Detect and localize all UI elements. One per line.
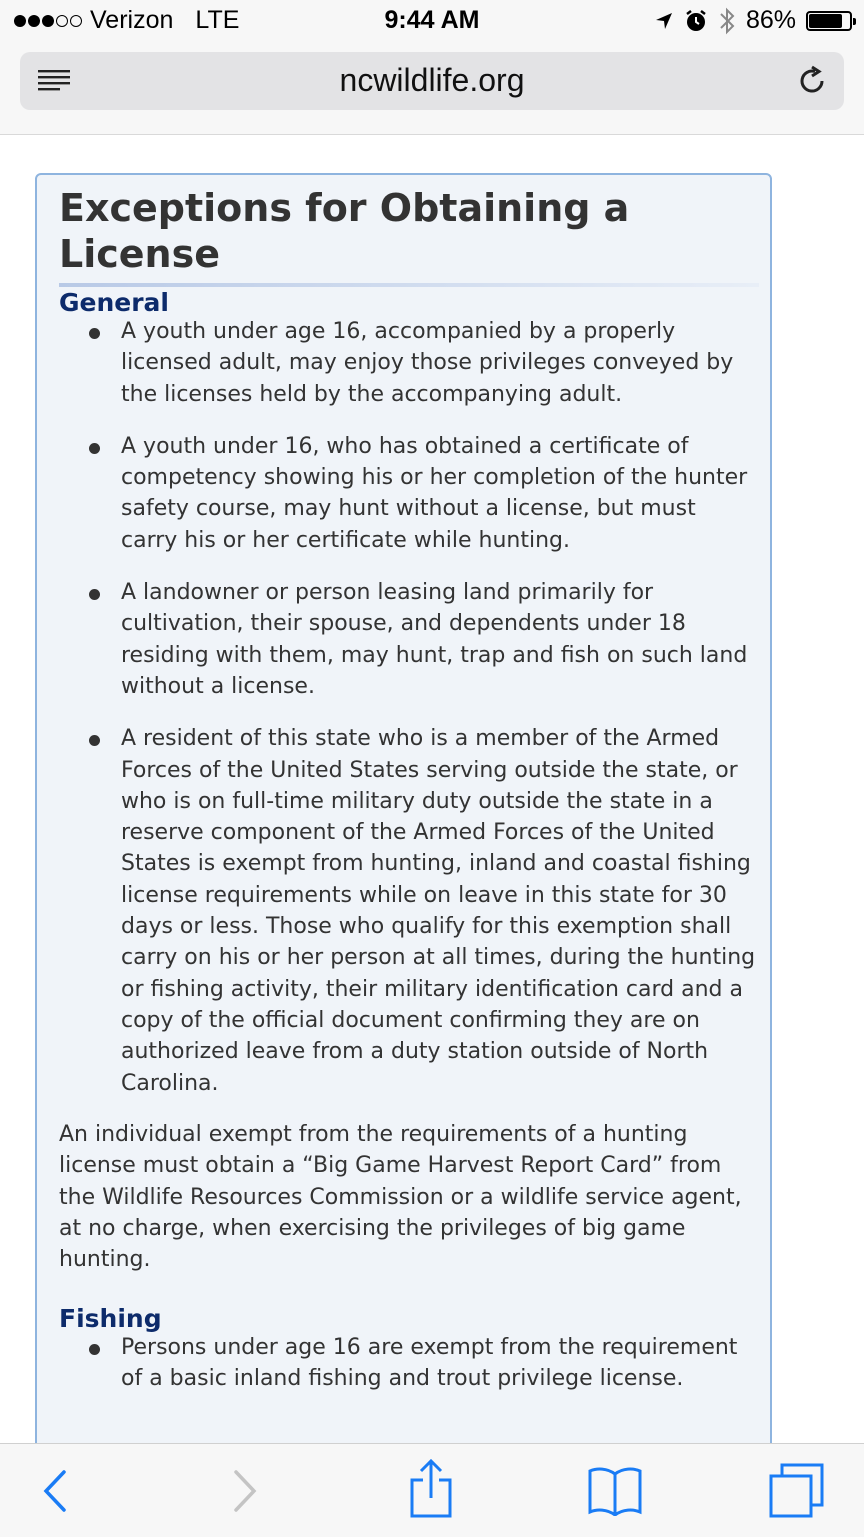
alarm-clock-icon: [684, 9, 708, 33]
list-item-text: Persons under age 16 are exempt from the requirement of a basic inland fishing and trout privilege license.: [121, 1335, 738, 1392]
bullet-icon: [89, 443, 100, 454]
bluetooth-icon: [718, 7, 736, 35]
reload-icon[interactable]: [796, 64, 830, 98]
browser-address-area: [0, 44, 864, 135]
list-item: [37, 723, 757, 1099]
address-bar[interactable]: [20, 52, 844, 110]
list-item-text: A youth under 16, who has obtained a certificate of competency showing his or her completion of the hunter safety course, may hunt without a license, but must carry his or her certificate while hunting.: [121, 433, 748, 553]
status-bar: [0, 0, 864, 44]
battery-fill: [809, 14, 842, 28]
status-time: 9:44 AM: [384, 6, 480, 34]
list-item-text: A landowner or person leasing land primarily for cultivation, their spouse, and dependents under 18 residing with them, may hunt, trap and fish on such land without a license.: [121, 580, 748, 699]
list-item: [37, 431, 757, 556]
status-right: [654, 6, 852, 35]
network-type: LTE: [195, 6, 240, 34]
section-heading-fishing: Fishing: [59, 1304, 162, 1333]
bullet-icon: [89, 1344, 100, 1355]
battery-icon: [806, 11, 852, 31]
forward-arrow-icon[interactable]: [228, 1464, 262, 1518]
back-arrow-icon[interactable]: [38, 1464, 72, 1518]
list-item-text: A youth under age 16, accompanied by a properly licensed adult, may enjoy those privileges conveyed by the licenses held by the accompanying adult.: [121, 319, 734, 407]
section-heading-general: General: [59, 288, 169, 317]
bullet-icon: [89, 589, 100, 600]
list-item-text: A resident of this state who is a member of the Armed Forces of the United States serving outside the state, or who is on full-time military duty outside the state in a reserve component of the Armed Forces of the United States is exempt from hunting, inland and coastal fishing license requirements while on leave in this state for 30 days or less. Those who qualify for this exemption shall carry on his or her person at all times, during the hunting or fishing activity, their military identification card and a copy of the official document confirming they are on authorized leave from a duty station outside of North Carolina.: [121, 726, 756, 1096]
list-item: [37, 1332, 757, 1395]
location-arrow-icon: [654, 11, 674, 31]
bullet-icon: [89, 735, 100, 746]
share-icon[interactable]: [408, 1458, 454, 1520]
list-item: [37, 577, 757, 702]
tabs-icon[interactable]: [768, 1462, 826, 1520]
url-text[interactable]: ncwildlife.org: [339, 62, 525, 98]
page-title: Exceptions for Obtaining a License: [59, 186, 630, 276]
bullet-icon: [89, 328, 100, 339]
battery-percent: 86%: [745, 6, 796, 34]
title-divider: [59, 283, 759, 287]
general-bullet-list: [37, 316, 757, 1099]
exceptions-content-box: [35, 173, 772, 1463]
carrier-name: Verizon: [90, 6, 174, 34]
fishing-bullet-list: [37, 1332, 757, 1395]
browser-toolbar: [0, 1443, 864, 1537]
bookmarks-icon[interactable]: [587, 1466, 643, 1516]
harvest-report-paragraph: An individual exempt from the requirements of a hunting license must obtain a “Big Game Harvest Report Card” from the Wildlife Resources Commission or a wildlife service agent, at no charge, when exercising the privileges of big game hunting.: [59, 1122, 742, 1273]
list-item: [37, 316, 757, 410]
